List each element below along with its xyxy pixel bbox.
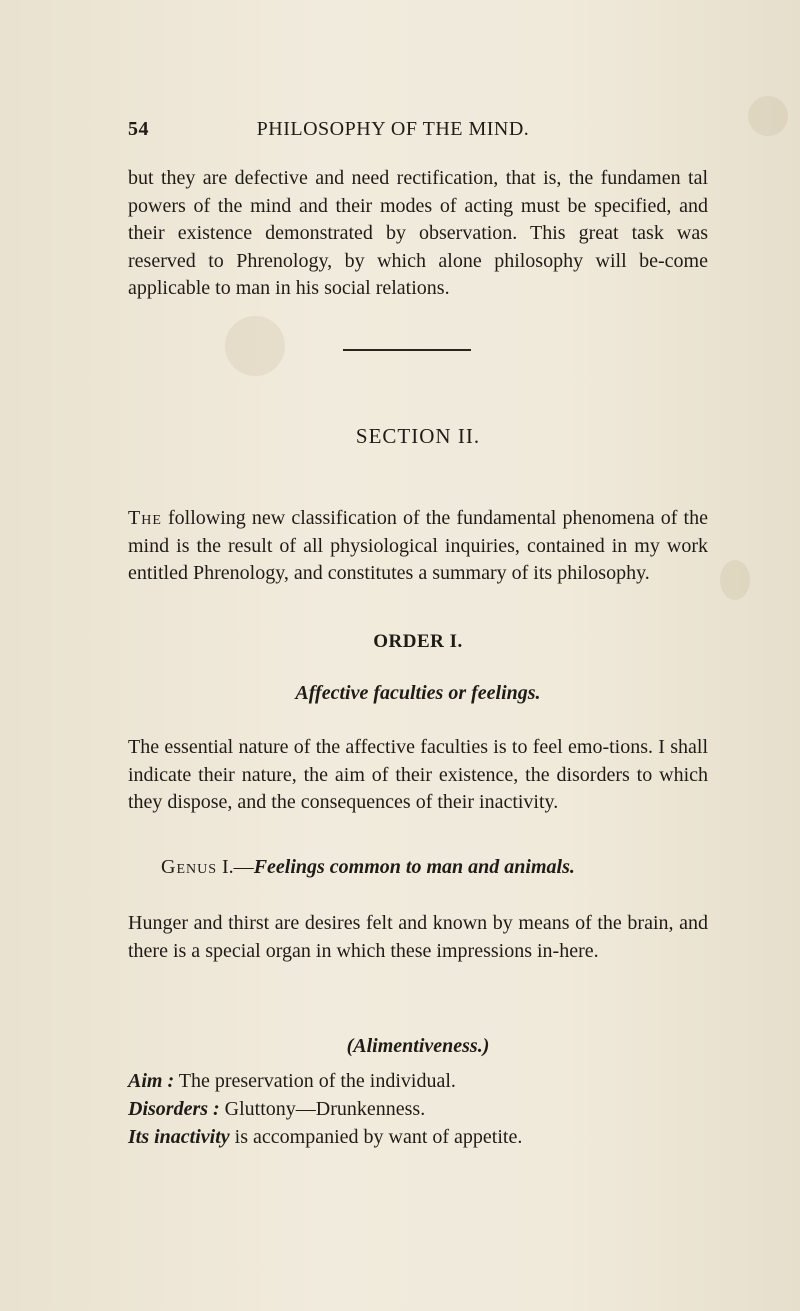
section-intro-text: following new classification of the fundamental phenomena of the mind is the result of all physiological inquiries, contained in my work entitled Phrenology, and constitutes a summary of its philosophy.	[128, 507, 708, 584]
genus-heading	[161, 856, 721, 879]
page-number: 54	[128, 118, 149, 140]
faculty-aim	[128, 1070, 728, 1093]
inactivity-label: Its inactivity	[128, 1126, 230, 1148]
section-heading: SECTION II.	[355, 424, 481, 448]
genus-number: I.—	[217, 856, 254, 878]
section-intro-paragraph	[128, 505, 708, 588]
order-subtitle: Affective faculties or feelings.	[295, 682, 541, 704]
paragraph-intro: but they are defective and need rectification, that is, the fundamen tal powers of the mind and their modes of acting must be specified, and their existence demonstrated by observation. This great task was reserved to Phrenology, by which alone philosophy will be-come applicable to man in his social relations.	[128, 167, 708, 299]
disorders-label: Disorders :	[128, 1098, 220, 1120]
paper-stain	[225, 316, 285, 376]
page-header	[128, 118, 658, 142]
faculty-inactivity	[128, 1126, 728, 1149]
aim-text: The preservation of the individual.	[174, 1070, 456, 1092]
paper-stain	[720, 560, 750, 600]
genus-label: Genus	[161, 856, 218, 878]
genus-description: Hunger and thirst are desires felt and known by means of the brain, and there is a special organ in which these impressions in-here.	[128, 912, 708, 962]
faculty-name: (Alimentiveness.)	[346, 1035, 490, 1057]
faculty-disorders	[128, 1098, 728, 1121]
paper-stain	[748, 96, 788, 136]
disorders-text: Gluttony—Drunkenness.	[219, 1098, 426, 1120]
order-description: The essential nature of the affective faculties is to feel emo-tions. I shall indicate their nature, the aim of their existence, the disorders to which they dispose, and the consequences of their inactivity.	[128, 736, 708, 813]
section-intro-first-word: The	[128, 507, 162, 529]
aim-label: Aim :	[128, 1070, 175, 1092]
inactivity-text: is accompanied by want of appetite.	[229, 1126, 523, 1148]
genus-title: Feelings common to man and animals.	[253, 856, 575, 878]
order-heading: ORDER I.	[373, 631, 463, 652]
running-title: PHILOSOPHY OF THE MIND.	[256, 118, 530, 140]
section-divider	[343, 349, 471, 351]
